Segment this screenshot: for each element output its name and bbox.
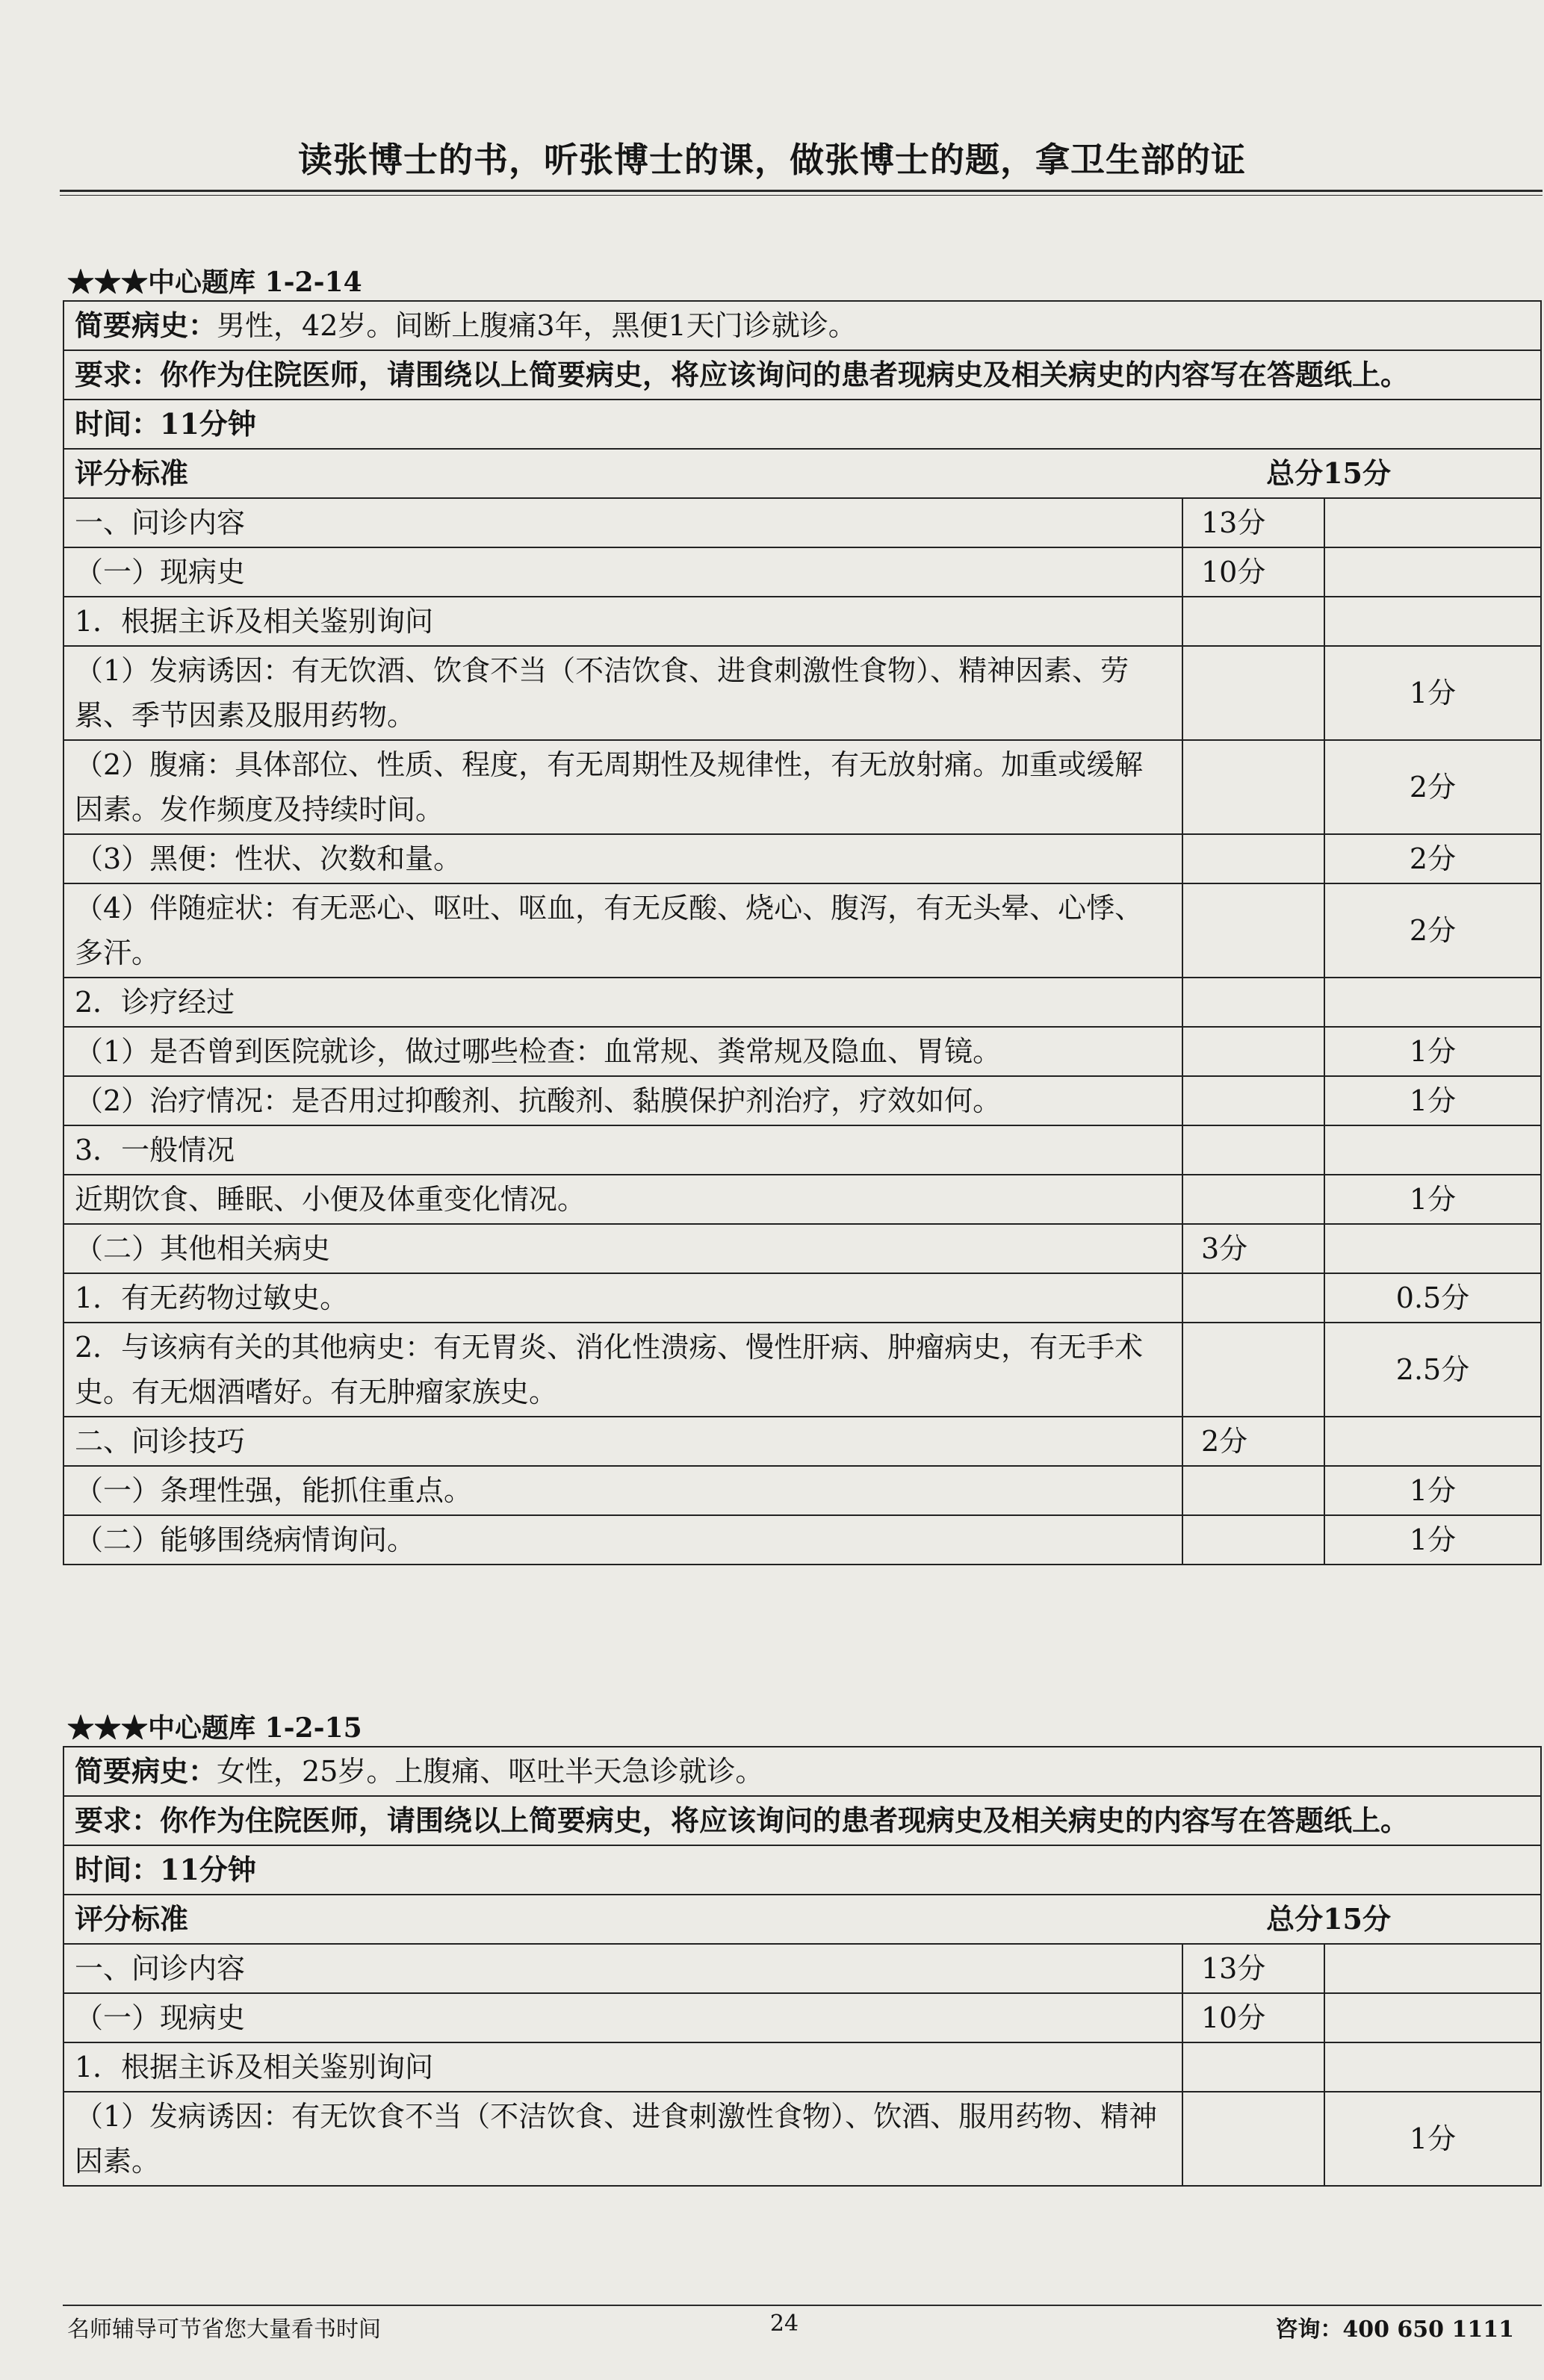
row-item: （2）治疗情况：是否用过抑酸剂、抗酸剂、黏膜保护剂治疗，疗效如何。 xyxy=(63,1076,1182,1125)
row-point-score xyxy=(1324,1944,1541,1993)
row-item: （1）发病诱因：有无饮酒、饮食不当（不洁饮食、进食刺激性食物）、精神因素、劳累、季节因素及服用药物。 xyxy=(63,646,1182,740)
case2-score-table xyxy=(63,1746,1542,2187)
row-section-score xyxy=(1182,978,1324,1027)
case2-time: 时间：11分钟 xyxy=(63,1845,1541,1895)
row-item: （二）其他相关病史 xyxy=(63,1224,1182,1273)
row-point-score: 2分 xyxy=(1324,740,1541,834)
table-row xyxy=(63,1224,1541,1273)
case1-time: 时间：11分钟 xyxy=(63,400,1541,449)
case2-total: 总分15分 xyxy=(1266,1902,1391,1936)
case2-summary-row xyxy=(63,1747,1541,1796)
table-row xyxy=(63,1944,1541,1993)
case2-criteria-row xyxy=(63,1895,1541,1944)
table-row xyxy=(63,1027,1541,1076)
row-section-score xyxy=(1182,1515,1324,1565)
case1-score-table xyxy=(63,300,1542,1565)
table-row xyxy=(63,1515,1541,1565)
table-row xyxy=(63,1417,1541,1466)
row-point-score xyxy=(1324,1993,1541,2042)
row-point-score: 2.5分 xyxy=(1324,1323,1541,1417)
case1-req-label: 要求： xyxy=(75,358,161,391)
table-row xyxy=(63,1466,1541,1515)
row-item: 3．一般情况 xyxy=(63,1125,1182,1175)
table-row xyxy=(63,978,1541,1027)
row-section-score: 10分 xyxy=(1182,1993,1324,2042)
table-row xyxy=(63,2092,1541,2186)
row-item: 1．有无药物过敏史。 xyxy=(63,1273,1182,1323)
row-point-score: 1分 xyxy=(1324,1466,1541,1515)
row-point-score xyxy=(1324,1417,1541,1466)
table-row xyxy=(63,498,1541,547)
footer-contact: 咨询：400 650 1111 xyxy=(1275,2317,1514,2343)
table-row xyxy=(63,834,1541,883)
row-item: （4）伴随症状：有无恶心、呕吐、呕血，有无反酸、烧心、腹泻，有无头晕、心悸、多汗。 xyxy=(63,883,1182,978)
row-item: 近期饮食、睡眠、小便及体重变化情况。 xyxy=(63,1175,1182,1224)
table-row xyxy=(63,883,1541,978)
row-point-score: 2分 xyxy=(1324,883,1541,978)
header-rule xyxy=(60,190,1543,196)
row-section-score: 13分 xyxy=(1182,1944,1324,1993)
row-section-score: 2分 xyxy=(1182,1417,1324,1466)
row-section-score xyxy=(1182,2042,1324,2092)
row-item: 1．根据主诉及相关鉴别询问 xyxy=(63,2042,1182,2092)
row-section-score xyxy=(1182,883,1324,978)
row-item: 2．诊疗经过 xyxy=(63,978,1182,1027)
row-item: 一、问诊内容 xyxy=(63,498,1182,547)
case2-summary-text: 女性，25岁。上腹痛、呕吐半天急诊就诊。 xyxy=(217,1755,764,1788)
case1-time-row xyxy=(63,400,1541,449)
case2-req-text: 你作为住院医师，请围绕以上简要病史，将应该询问的患者现病史及相关病史的内容写在答题纸上。 xyxy=(160,1803,1410,1837)
row-item: （1）发病诱因：有无饮食不当（不洁饮食、进食刺激性食物）、饮酒、服用药物、精神因素。 xyxy=(63,2092,1182,2186)
case1-summary-label: 简要病史： xyxy=(75,308,217,342)
row-section-score xyxy=(1182,2092,1324,2186)
row-section-score xyxy=(1182,646,1324,740)
case1-total: 总分15分 xyxy=(1266,456,1391,490)
row-section-score xyxy=(1182,597,1324,646)
row-point-score xyxy=(1324,1125,1541,1175)
case1-criteria-label: 评分标准 xyxy=(75,456,189,490)
row-section-score xyxy=(1182,1175,1324,1224)
row-point-score: 1分 xyxy=(1324,1027,1541,1076)
row-section-score xyxy=(1182,1323,1324,1417)
table-row xyxy=(63,1125,1541,1175)
row-point-score: 1分 xyxy=(1324,646,1541,740)
row-point-score xyxy=(1324,597,1541,646)
row-item: 一、问诊内容 xyxy=(63,1944,1182,1993)
row-item: 二、问诊技巧 xyxy=(63,1417,1182,1466)
case1-summary-row xyxy=(63,301,1541,350)
row-item: （一）现病史 xyxy=(63,1993,1182,2042)
row-section-score: 10分 xyxy=(1182,547,1324,597)
case1-heading: ★★★中心题库 1-2-14 xyxy=(67,267,362,298)
row-point-score xyxy=(1324,547,1541,597)
case2-criteria-label: 评分标准 xyxy=(75,1902,189,1936)
case1-req-text: 你作为住院医师，请围绕以上简要病史，将应该询问的患者现病史及相关病史的内容写在答题纸上。 xyxy=(160,358,1410,391)
row-item: （一）现病史 xyxy=(63,547,1182,597)
page-number: 24 xyxy=(769,2311,799,2337)
row-section-score xyxy=(1182,1125,1324,1175)
table-row xyxy=(63,1993,1541,2042)
row-point-score xyxy=(1324,498,1541,547)
row-point-score xyxy=(1324,2042,1541,2092)
row-item: 1．根据主诉及相关鉴别询问 xyxy=(63,597,1182,646)
row-section-score: 13分 xyxy=(1182,498,1324,547)
row-section-score xyxy=(1182,1273,1324,1323)
footer-rule xyxy=(63,2305,1542,2306)
row-section-score: 3分 xyxy=(1182,1224,1324,1273)
case2-requirement-row xyxy=(63,1796,1541,1845)
row-point-score: 1分 xyxy=(1324,1175,1541,1224)
row-item: （3）黑便：性状、次数和量。 xyxy=(63,834,1182,883)
row-section-score xyxy=(1182,1076,1324,1125)
row-point-score: 1分 xyxy=(1324,1515,1541,1565)
row-section-score xyxy=(1182,834,1324,883)
row-item: （二）能够围绕病情询问。 xyxy=(63,1515,1182,1565)
row-point-score: 1分 xyxy=(1324,1076,1541,1125)
row-point-score: 2分 xyxy=(1324,834,1541,883)
table-row xyxy=(63,2042,1541,2092)
row-section-score xyxy=(1182,1027,1324,1076)
row-point-score xyxy=(1324,978,1541,1027)
table-row xyxy=(63,1076,1541,1125)
row-point-score: 0.5分 xyxy=(1324,1273,1541,1323)
table-row xyxy=(63,1175,1541,1224)
page-header-title: 读张博士的书，听张博士的课，做张博士的题，拿卫生部的证 xyxy=(298,140,1246,180)
case2-table-body xyxy=(63,1747,1541,2186)
row-item: （2）腹痛：具体部位、性质、程度，有无周期性及规律性，有无放射痛。加重或缓解因素。发作频度及持续时间。 xyxy=(63,740,1182,834)
row-item: （一）条理性强，能抓住重点。 xyxy=(63,1466,1182,1515)
table-row xyxy=(63,1273,1541,1323)
row-item: 2．与该病有关的其他病史：有无胃炎、消化性溃疡、慢性肝病、肿瘤病史，有无手术史。有无烟酒嗜好。有无肿瘤家族史。 xyxy=(63,1323,1182,1417)
case2-summary-label: 简要病史： xyxy=(75,1754,217,1788)
table-row xyxy=(63,1323,1541,1417)
row-section-score xyxy=(1182,740,1324,834)
table-row xyxy=(63,597,1541,646)
case1-table-body xyxy=(63,301,1541,1565)
row-item: （1）是否曾到医院就诊，做过哪些检查：血常规、粪常规及隐血、胃镜。 xyxy=(63,1027,1182,1076)
table-row xyxy=(63,740,1541,834)
case1-summary-text: 男性，42岁。间断上腹痛3年，黑便1天门诊就诊。 xyxy=(217,309,857,342)
case2-time-row xyxy=(63,1845,1541,1895)
footer-slogan: 名师辅导可节省您大量看书时间 xyxy=(67,2317,381,2343)
case2-heading: ★★★中心题库 1-2-15 xyxy=(67,1712,362,1744)
row-point-score: 1分 xyxy=(1324,2092,1541,2186)
row-section-score xyxy=(1182,1466,1324,1515)
case1-criteria-row xyxy=(63,449,1541,498)
row-point-score xyxy=(1324,1224,1541,1273)
table-row xyxy=(63,547,1541,597)
case2-req-label: 要求： xyxy=(75,1803,161,1837)
case1-requirement-row xyxy=(63,350,1541,400)
table-row xyxy=(63,646,1541,740)
